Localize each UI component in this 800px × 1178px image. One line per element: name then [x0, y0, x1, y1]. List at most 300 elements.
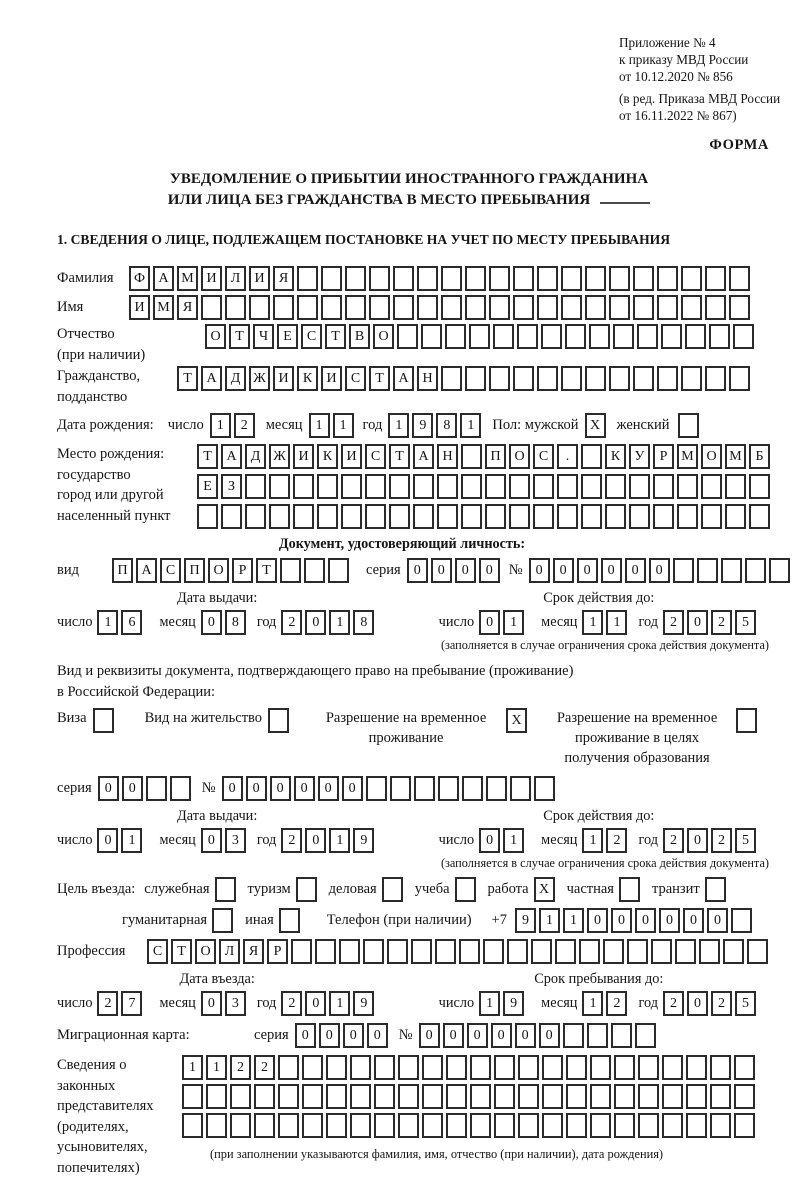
char-box: [513, 295, 534, 320]
char-box: [518, 1084, 539, 1109]
char-box: [201, 295, 222, 320]
char-box: 0: [305, 610, 326, 635]
day-label: число: [167, 417, 204, 433]
char-box: 1: [333, 413, 354, 438]
doc-issued-heading: Дата выдачи:: [177, 590, 258, 606]
char-box: [637, 324, 658, 349]
char-box: [605, 474, 626, 499]
char-box: 0: [479, 828, 500, 853]
char-box: 1: [503, 610, 524, 635]
year-label: год: [256, 832, 277, 848]
doc-kind-boxes[interactable]: [112, 558, 352, 583]
purpose-study-checkbox[interactable]: [455, 877, 479, 902]
char-box: 0: [342, 776, 363, 801]
year-label: год: [256, 614, 277, 630]
doc-kind-label: вид: [57, 562, 79, 578]
char-box: X: [534, 877, 555, 902]
res-seriya-boxes[interactable]: [98, 776, 194, 801]
char-box: [230, 1084, 251, 1109]
char-box: [542, 1113, 563, 1138]
char-box: [561, 295, 582, 320]
temp-residence-option: [312, 708, 530, 748]
char-box: [254, 1084, 275, 1109]
char-box: [673, 558, 694, 583]
res-valid-year[interactable]: [663, 828, 759, 853]
char-box: [446, 1055, 467, 1080]
char-box: [561, 366, 582, 391]
char-box: [518, 1055, 539, 1080]
res-valid-month[interactable]: [582, 828, 630, 853]
char-box: [705, 366, 726, 391]
char-box: Т: [229, 324, 250, 349]
char-box: [291, 939, 312, 964]
char-box: [269, 504, 290, 529]
birth-day-boxes[interactable]: [210, 413, 258, 438]
char-box: Ч: [253, 324, 274, 349]
char-box: 9: [503, 991, 524, 1016]
char-box: 9: [412, 413, 433, 438]
char-box: [555, 939, 576, 964]
doc-valid-month[interactable]: [582, 610, 630, 635]
char-box: [461, 474, 482, 499]
char-box: У: [629, 444, 650, 469]
char-box: [710, 1113, 731, 1138]
char-box: 2: [281, 610, 302, 635]
profession-label: Профессия: [57, 943, 126, 959]
char-box: .: [557, 444, 578, 469]
char-box: [483, 939, 504, 964]
visa-label: Виза: [57, 710, 87, 726]
char-box: 0: [294, 776, 315, 801]
year-label: год: [362, 417, 383, 433]
char-box: И: [341, 444, 362, 469]
char-box: П: [485, 444, 506, 469]
char-box: [579, 939, 600, 964]
char-box: 9: [515, 908, 536, 933]
purpose-option: туризм: [248, 877, 320, 902]
doc-seriya-boxes[interactable]: [407, 558, 503, 583]
char-box: [518, 1113, 539, 1138]
char-box: 5: [735, 828, 756, 853]
visa-checkbox[interactable]: [93, 708, 117, 733]
birth-year-boxes[interactable]: [388, 413, 484, 438]
char-box: [587, 1023, 608, 1048]
char-box: 2: [230, 1055, 251, 1080]
res-issued-day[interactable]: [97, 828, 145, 853]
surname-boxes[interactable]: [129, 266, 753, 291]
char-box: К: [317, 444, 338, 469]
phone-boxes[interactable]: [515, 908, 755, 933]
char-box: 1: [460, 413, 481, 438]
res-issued-month[interactable]: [201, 828, 249, 853]
char-box: [469, 324, 490, 349]
char-box: [417, 295, 438, 320]
char-box: [345, 266, 366, 291]
char-box: [709, 324, 730, 349]
stay-month[interactable]: [582, 991, 630, 1016]
char-box: [304, 558, 325, 583]
char-box: [93, 708, 114, 733]
citizenship-boxes[interactable]: [177, 366, 753, 391]
sex-female-checkbox[interactable]: [678, 413, 702, 438]
char-box: [681, 266, 702, 291]
char-box: [422, 1055, 443, 1080]
purpose-transit-checkbox[interactable]: [705, 877, 729, 902]
blank-line: [600, 202, 650, 204]
char-box: А: [136, 558, 157, 583]
char-box: [212, 908, 233, 933]
char-box: [461, 504, 482, 529]
char-box: 0: [455, 558, 476, 583]
char-box: [638, 1113, 659, 1138]
char-box: [585, 366, 606, 391]
char-box: [686, 1055, 707, 1080]
char-box: [513, 366, 534, 391]
char-box: [321, 295, 342, 320]
char-box: [459, 939, 480, 964]
char-box: О: [205, 324, 226, 349]
purpose-business-checkbox[interactable]: [382, 877, 406, 902]
char-box: 1: [329, 991, 350, 1016]
char-box: 0: [659, 908, 680, 933]
birthplace-label: Место рождения: государство город или другой населенный пункт: [57, 446, 171, 524]
char-box: [339, 939, 360, 964]
char-box: 0: [649, 558, 670, 583]
identity-doc-heading: Документ, удостоверяющий личность:: [278, 536, 526, 552]
char-box: И: [201, 266, 222, 291]
char-box: [438, 776, 459, 801]
char-box: [350, 1084, 371, 1109]
char-box: [627, 939, 648, 964]
char-box: 1: [582, 610, 603, 635]
doc-issued-month[interactable]: [201, 610, 249, 635]
representatives-label: Сведения о законных представителях (родителях, усыновителях, попечителях): [57, 1057, 154, 1176]
char-box: [245, 474, 266, 499]
char-box: 3: [225, 991, 246, 1016]
char-box: [413, 474, 434, 499]
firstname-boxes[interactable]: [129, 295, 753, 320]
char-box: [705, 266, 726, 291]
char-box: [417, 266, 438, 291]
entry-year[interactable]: [281, 991, 377, 1016]
month-label: месяц: [159, 832, 196, 848]
char-box: П: [184, 558, 205, 583]
char-box: 0: [97, 828, 118, 853]
char-box: [422, 1113, 443, 1138]
stay-day[interactable]: [479, 991, 527, 1016]
char-box: 0: [318, 776, 339, 801]
char-box: [581, 474, 602, 499]
char-box: [685, 324, 706, 349]
res-valid-group: [439, 808, 759, 853]
purpose-label: Цель въезда:: [57, 881, 136, 897]
char-box: [437, 504, 458, 529]
char-box: 0: [553, 558, 574, 583]
char-box: [509, 504, 530, 529]
char-box: 0: [201, 610, 222, 635]
char-box: [350, 1113, 371, 1138]
char-box: Н: [437, 444, 458, 469]
purpose-option: иная: [245, 908, 303, 933]
char-box: [146, 776, 167, 801]
char-box: [446, 1113, 467, 1138]
birthplace-row3-boxes[interactable]: [197, 504, 773, 529]
res-number-boxes[interactable]: [222, 776, 558, 801]
char-box: [675, 939, 696, 964]
char-box: [701, 474, 722, 499]
char-box: [278, 1055, 299, 1080]
char-box: Т: [389, 444, 410, 469]
char-box: 2: [606, 828, 627, 853]
char-box: 2: [711, 610, 732, 635]
doc-issued-day[interactable]: [97, 610, 145, 635]
char-box: [725, 474, 746, 499]
char-box: 2: [254, 1055, 275, 1080]
char-box: [317, 504, 338, 529]
char-box: [465, 266, 486, 291]
ref-line: Приложение № 4: [619, 35, 716, 50]
char-box: [437, 474, 458, 499]
purpose-option: частная: [567, 877, 643, 902]
residence-permit-label: Вид на жительство: [144, 710, 263, 726]
phone-prefix: +7: [491, 912, 507, 928]
char-box: [485, 474, 506, 499]
mc-number-label: №: [398, 1027, 413, 1043]
char-box: И: [293, 444, 314, 469]
doc-valid-year[interactable]: [663, 610, 759, 635]
char-box: О: [509, 444, 530, 469]
form-title-line1: УВЕДОМЛЕНИЕ О ПРИБЫТИИ ИНОСТРАННОГО ГРАЖДАНИНА: [169, 171, 649, 187]
char-box: 0: [305, 828, 326, 853]
doc-number-label: №: [508, 562, 523, 578]
doc-issued-group: [57, 590, 377, 635]
mc-seriya-boxes[interactable]: [295, 1023, 391, 1048]
char-box: [662, 1055, 683, 1080]
char-box: [710, 1084, 731, 1109]
char-box: [393, 266, 414, 291]
char-box: [441, 295, 462, 320]
char-box: [273, 295, 294, 320]
char-box: И: [129, 295, 150, 320]
char-box: [537, 295, 558, 320]
char-box: Р: [653, 444, 674, 469]
char-box: [413, 504, 434, 529]
char-box: И: [273, 366, 294, 391]
birthplace-row1-boxes[interactable]: [197, 444, 773, 469]
char-box: [590, 1113, 611, 1138]
residence-doc-dates: [57, 808, 759, 853]
char-box: [747, 939, 768, 964]
char-box: [710, 1055, 731, 1080]
res-issued-year[interactable]: [281, 828, 377, 853]
char-box: 0: [201, 828, 222, 853]
char-box: X: [585, 413, 606, 438]
char-box: 0: [539, 1023, 560, 1048]
doc-number-boxes[interactable]: [529, 558, 793, 583]
char-box: [662, 1113, 683, 1138]
char-box: [249, 295, 270, 320]
char-box: 1: [388, 413, 409, 438]
mc-number-boxes[interactable]: [419, 1023, 659, 1048]
char-box: [734, 1084, 755, 1109]
char-box: [609, 266, 630, 291]
char-box: [653, 504, 674, 529]
entry-month[interactable]: [201, 991, 249, 1016]
char-box: [317, 474, 338, 499]
char-box: [278, 1113, 299, 1138]
sex-male-checkbox[interactable]: [585, 413, 609, 438]
char-box: 0: [343, 1023, 364, 1048]
char-box: [657, 366, 678, 391]
char-box: [699, 939, 720, 964]
purpose-official-checkbox[interactable]: [215, 877, 239, 902]
char-box: [326, 1113, 347, 1138]
char-box: Т: [256, 558, 277, 583]
purpose-humanitarian-checkbox[interactable]: [212, 908, 236, 933]
char-box: [206, 1113, 227, 1138]
month-label: месяц: [541, 614, 578, 630]
patronymic-label: Отчество (при наличии): [57, 326, 146, 363]
char-box: [614, 1055, 635, 1080]
char-box: 8: [225, 610, 246, 635]
char-box: [734, 1113, 755, 1138]
char-box: [365, 504, 386, 529]
char-box: [633, 295, 654, 320]
char-box: 0: [491, 1023, 512, 1048]
char-box: [414, 776, 435, 801]
form-title: [57, 169, 761, 211]
res-valid-day[interactable]: [479, 828, 527, 853]
temp-residence-edu-option: [544, 708, 760, 768]
char-box: [345, 295, 366, 320]
char-box: [445, 324, 466, 349]
char-box: [557, 474, 578, 499]
char-box: [435, 939, 456, 964]
ref-edition-line: (в ред. Приказа МВД России: [619, 91, 781, 106]
char-box: 0: [201, 991, 222, 1016]
char-box: 0: [587, 908, 608, 933]
char-box: К: [605, 444, 626, 469]
char-box: [254, 1113, 275, 1138]
char-box: 2: [234, 413, 255, 438]
entry-day[interactable]: [97, 991, 145, 1016]
char-box: [531, 939, 552, 964]
purpose-work-checkbox[interactable]: [534, 877, 558, 902]
patronymic-boxes[interactable]: [205, 324, 757, 349]
char-box: [225, 295, 246, 320]
char-box: [507, 939, 528, 964]
doc-valid-heading: Срок действия до:: [543, 590, 655, 606]
char-box: [581, 504, 602, 529]
header-reference: [619, 34, 800, 124]
char-box: [489, 366, 510, 391]
char-box: Д: [225, 366, 246, 391]
purpose-private-checkbox[interactable]: [619, 877, 643, 902]
char-box: 2: [97, 991, 118, 1016]
temp-residence-edu-checkbox[interactable]: [736, 708, 760, 733]
char-box: [677, 474, 698, 499]
char-box: [678, 413, 699, 438]
char-box: 8: [353, 610, 374, 635]
stay-until-heading: Срок пребывания до:: [534, 971, 664, 987]
char-box: А: [221, 444, 242, 469]
day-label: число: [438, 995, 475, 1011]
char-box: 1: [329, 610, 350, 635]
representatives-row2-boxes[interactable]: [182, 1084, 758, 1109]
birth-month-boxes[interactable]: [309, 413, 357, 438]
char-box: 0: [367, 1023, 388, 1048]
entry-date-heading: Дата въезда:: [179, 971, 255, 987]
temp-residence-checkbox[interactable]: [506, 708, 530, 733]
char-box: [374, 1113, 395, 1138]
doc-valid-day[interactable]: [479, 610, 527, 635]
residence-permit-checkbox[interactable]: [268, 708, 292, 733]
doc-seriya-label: серия: [366, 562, 401, 578]
char-box: [609, 366, 630, 391]
year-label: год: [638, 995, 658, 1011]
char-box: Т: [325, 324, 346, 349]
char-box: [614, 1113, 635, 1138]
char-box: [398, 1055, 419, 1080]
char-box: 0: [683, 908, 704, 933]
char-box: [566, 1055, 587, 1080]
char-box: [566, 1113, 587, 1138]
char-box: [725, 504, 746, 529]
char-box: Н: [417, 366, 438, 391]
char-box: 1: [582, 991, 603, 1016]
char-box: [566, 1084, 587, 1109]
char-box: С: [365, 444, 386, 469]
purpose-other-checkbox[interactable]: [279, 908, 303, 933]
res-issued-group: [57, 808, 377, 853]
char-box: Б: [749, 444, 770, 469]
char-box: [510, 776, 531, 801]
char-box: [397, 324, 418, 349]
char-box: [542, 1084, 563, 1109]
char-box: 0: [431, 558, 452, 583]
representatives-row3-boxes[interactable]: [182, 1113, 758, 1138]
char-box: [369, 295, 390, 320]
char-box: [619, 877, 640, 902]
char-box: [398, 1084, 419, 1109]
ref-edition-line: от 16.11.2022 № 867): [619, 108, 737, 123]
char-box: Р: [267, 939, 288, 964]
char-box: С: [160, 558, 181, 583]
char-box: 0: [479, 558, 500, 583]
char-box: [387, 939, 408, 964]
purpose-tourism-checkbox[interactable]: [296, 877, 320, 902]
char-box: [633, 366, 654, 391]
char-box: Ж: [249, 366, 270, 391]
char-box: 1: [97, 610, 118, 635]
char-box: 6: [121, 610, 142, 635]
char-box: С: [147, 939, 168, 964]
char-box: [677, 504, 698, 529]
birthplace-row2-boxes[interactable]: [197, 474, 773, 499]
doc-issued-year[interactable]: [281, 610, 377, 635]
profession-boxes[interactable]: [147, 939, 771, 964]
char-box: 0: [687, 991, 708, 1016]
char-box: О: [701, 444, 722, 469]
char-box: [369, 266, 390, 291]
char-box: 1: [309, 413, 330, 438]
representatives-row1-boxes[interactable]: [182, 1055, 758, 1080]
char-box: [302, 1113, 323, 1138]
stay-year[interactable]: [663, 991, 759, 1016]
res-valid-heading: Срок действия до:: [543, 808, 655, 824]
char-box: [206, 1084, 227, 1109]
char-box: [461, 444, 482, 469]
